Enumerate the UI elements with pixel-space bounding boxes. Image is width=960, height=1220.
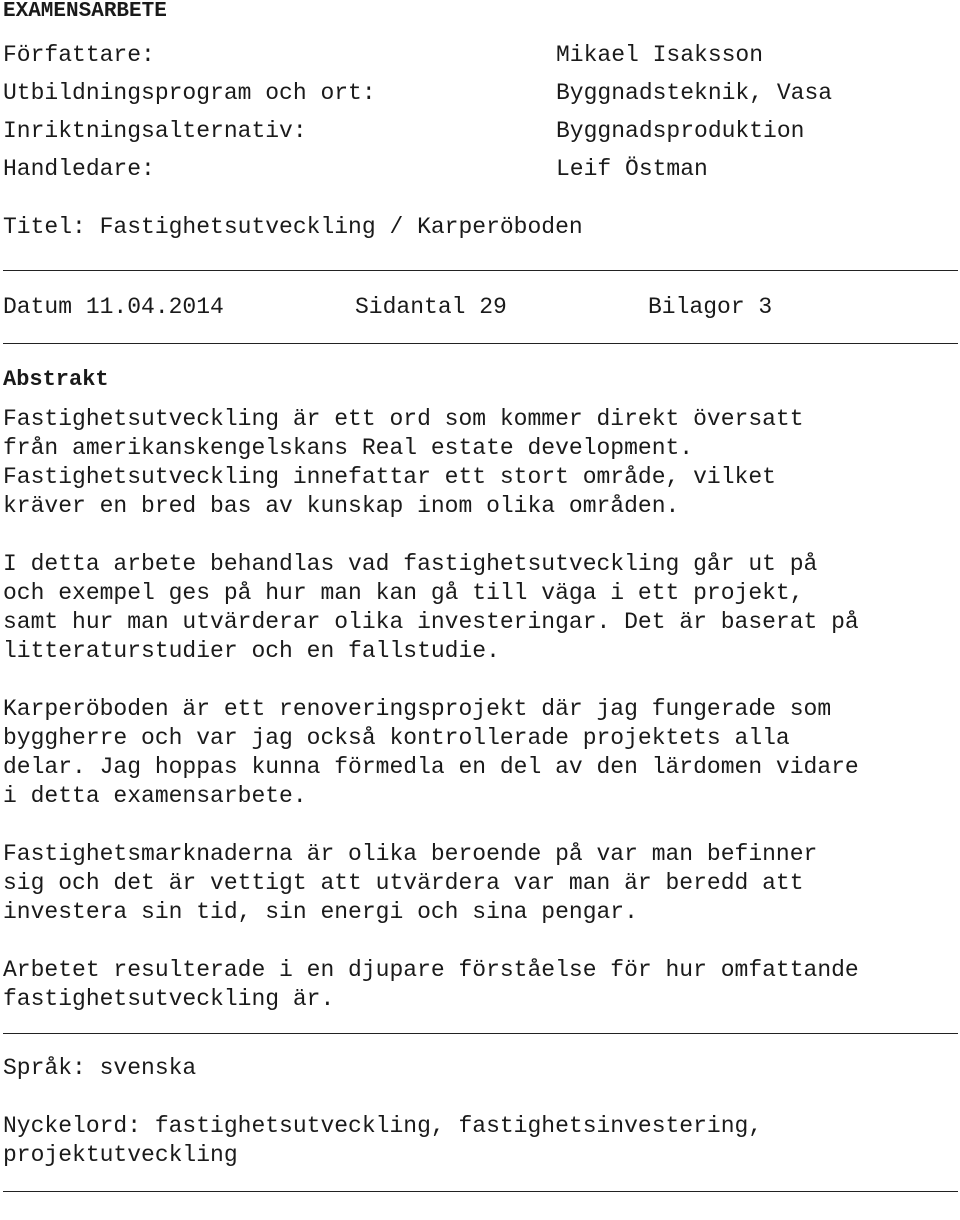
abstract-paragraph: I detta arbete behandlas vad fastighetsutveckling går ut på och exempel ges på hur man kan gå till väga i ett projekt, samt hur man utvärderar olika investeringar. Det är baserat på litteraturstudier och en fallstudie. (3, 551, 859, 664)
abstract-paragraph: Fastighetsmarknaderna är olika beroende på var man befinner sig och det är vettigt att utvärdera var man är beredd att investera sin tid, sin energi och sina pengar. (3, 841, 818, 925)
language-line: Språk: svenska (3, 1055, 197, 1081)
date-pages-row (3, 292, 958, 322)
document-page (3, 0, 958, 1192)
meta-value: Leif Östman (556, 156, 708, 182)
appendix-count-text: Bilagor 3 (648, 294, 773, 320)
meta-value: Mikael Isaksson (556, 42, 764, 68)
page-count-text: Sidantal 29 (355, 294, 507, 320)
divider (3, 1191, 958, 1192)
date-text: Datum 11.04.2014 (3, 294, 224, 320)
meta-row-specialization (3, 112, 958, 150)
divider (3, 343, 958, 344)
metadata-table (3, 36, 958, 188)
meta-row-author (3, 36, 958, 74)
meta-label: Inriktningsalternativ: (3, 118, 307, 144)
meta-label: Handledare: (3, 156, 155, 182)
thesis-title: Titel: Fastighetsutveckling / Karperöboden (3, 214, 583, 240)
abstract-paragraph: Fastighetsutveckling är ett ord som kommer direkt översatt från amerikanskengelskans Real estate development. Fastighetsutveckling innefattar ett stort område, vilket kräver en bred bas av kunskap inom olika områden. (3, 406, 804, 519)
meta-label: Utbildningsprogram och ort: (3, 80, 376, 106)
abstract-paragraph: Karperöboden är ett renoveringsprojekt där jag fungerade som byggherre och var jag också kontrollerade projektets alla delar. Jag hoppas kunna förmedla en del av den lärdomen vidare i detta examensarbete. (3, 696, 859, 809)
keywords-line: Nyckelord: fastighetsutveckling, fastighetsinvestering, projektutveckling (3, 1113, 763, 1168)
meta-label: Författare: (3, 42, 155, 68)
meta-value: Byggnadsteknik, Vasa (556, 80, 833, 106)
document-heading: EXAMENSARBETE (3, 0, 167, 23)
abstract-heading: Abstrakt (3, 367, 109, 392)
abstract-paragraph: Arbetet resulterade i en djupare förståelse för hur omfattande fastighetsutveckling är. (3, 957, 859, 1012)
meta-row-program (3, 74, 958, 112)
meta-row-supervisor (3, 150, 958, 188)
divider (3, 270, 958, 271)
divider (3, 1033, 958, 1034)
meta-value: Byggnadsproduktion (556, 118, 805, 144)
